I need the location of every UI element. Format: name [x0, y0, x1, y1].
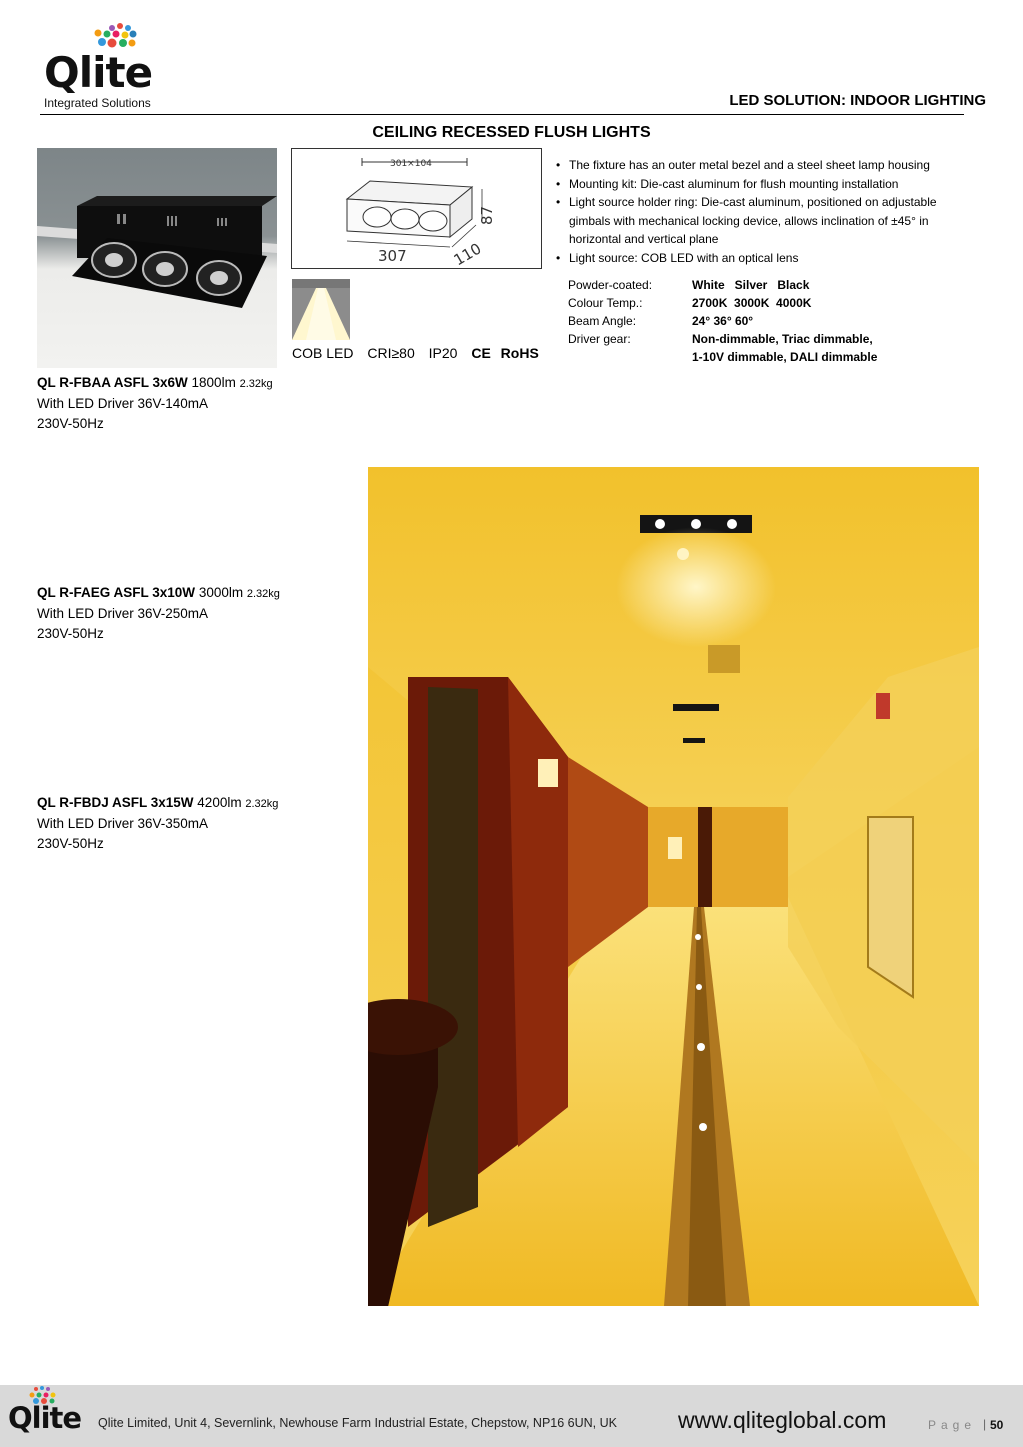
spec-value: 1-10V dimmable, DALI dimmable: [692, 350, 878, 364]
product-photo: [37, 148, 277, 368]
header-divider: [40, 114, 964, 115]
spec-value: 2700K 3000K 4000K: [692, 296, 812, 310]
model-driver: With LED Driver 36V-140mA: [37, 396, 209, 411]
page-number: 50: [990, 1418, 1004, 1432]
model-name: QL R-FBAA ASFL 3x6W: [37, 375, 188, 390]
model-lumen: 3000lm: [198, 585, 244, 600]
model-weight: 2.32kg: [246, 588, 280, 600]
footer-page-label: Page: [928, 1418, 977, 1432]
model-driver: With LED Driver 36V-250mA: [37, 606, 209, 621]
model-voltage: 230V-50Hz: [37, 416, 104, 431]
category-title: LED SOLUTION: INDOOR LIGHTING: [729, 92, 986, 109]
spec-label: Beam Angle:: [568, 314, 637, 328]
cert-cob: COB LED: [292, 345, 354, 361]
dim-height: 87: [478, 205, 496, 225]
model-name: QL R-FBDJ ASFL 3x15W: [37, 795, 194, 810]
certification-line: [292, 345, 545, 361]
spec-value: Non-dimmable, Triac dimmable,: [692, 332, 873, 346]
model-voltage: 230V-50Hz: [37, 626, 104, 641]
model-block: [37, 793, 317, 854]
model-driver: With LED Driver 36V-350mA: [37, 816, 209, 831]
model-lumen: 4200lm: [197, 795, 242, 810]
feature-list: [556, 156, 976, 267]
spec-value: 24° 36° 60°: [692, 314, 754, 328]
model-block: [37, 583, 317, 644]
model-weight: 2.32kg: [239, 378, 273, 390]
spec-row: [568, 276, 877, 294]
feature-item: • Light source: COB LED with an optical lens: [556, 249, 976, 268]
dim-top: 301×104: [390, 159, 432, 169]
footer-separator: |: [983, 1417, 987, 1431]
logo-tagline: Integrated Solutions: [44, 96, 151, 110]
dim-length: 307: [378, 247, 407, 265]
feature-item: • Light source holder ring: Die-cast aluminum, positioned on adjustable gimbals with mechanical locking device, allows inclination of ±45° in horizontal and vertical plane: [556, 193, 976, 249]
spec-label: Powder-coated:: [568, 278, 653, 292]
model-lumen: 1800lm: [191, 375, 236, 390]
spec-row: [568, 348, 877, 366]
ce-mark: CE: [471, 345, 491, 361]
feature-item: • Mounting kit: Die-cast aluminum for flush mounting installation: [556, 175, 976, 194]
spec-label: Colour Temp.:: [568, 296, 643, 310]
spec-label: [568, 348, 692, 366]
spec-label: Driver gear:: [568, 332, 631, 346]
footer-website-link[interactable]: www.qliteglobal.com: [678, 1407, 887, 1433]
spec-row: [568, 294, 877, 312]
model-voltage: 230V-50Hz: [37, 836, 104, 851]
section-title: CEILING RECESSED FLUSH LIGHTS: [372, 124, 651, 141]
rohs-mark: RoHS: [500, 345, 539, 361]
spec-row: [568, 312, 877, 330]
spec-row: [568, 330, 877, 348]
footer-logo-wordmark: Qlite: [8, 1401, 82, 1435]
footer-logo: [6, 1385, 92, 1445]
logo-wordmark: Qlite: [44, 48, 153, 97]
dimension-drawing: [291, 148, 542, 269]
feature-item: • The fixture has an outer metal bezel and a steel sheet lamp housing: [556, 156, 976, 175]
page-footer: [0, 1385, 1023, 1447]
dim-depth: 110: [450, 239, 485, 268]
model-weight: 2.32kg: [245, 798, 279, 810]
cert-ip: IP20: [428, 345, 458, 361]
model-block: [37, 373, 317, 434]
spec-table: [568, 276, 877, 366]
cert-cri: CRI≥80: [367, 345, 415, 361]
company-logo: [40, 22, 170, 112]
footer-address: Qlite Limited, Unit 4, Severnlink, Newhouse Farm Industrial Estate, Chepstow, NP16 6UN, UK: [98, 1416, 617, 1430]
spec-value: White Silver Black: [692, 278, 810, 292]
beam-angle-icon: [292, 279, 350, 340]
model-name: QL R-FAEG ASFL 3x10W: [37, 585, 196, 600]
corridor-scene-photo: [368, 467, 979, 1306]
